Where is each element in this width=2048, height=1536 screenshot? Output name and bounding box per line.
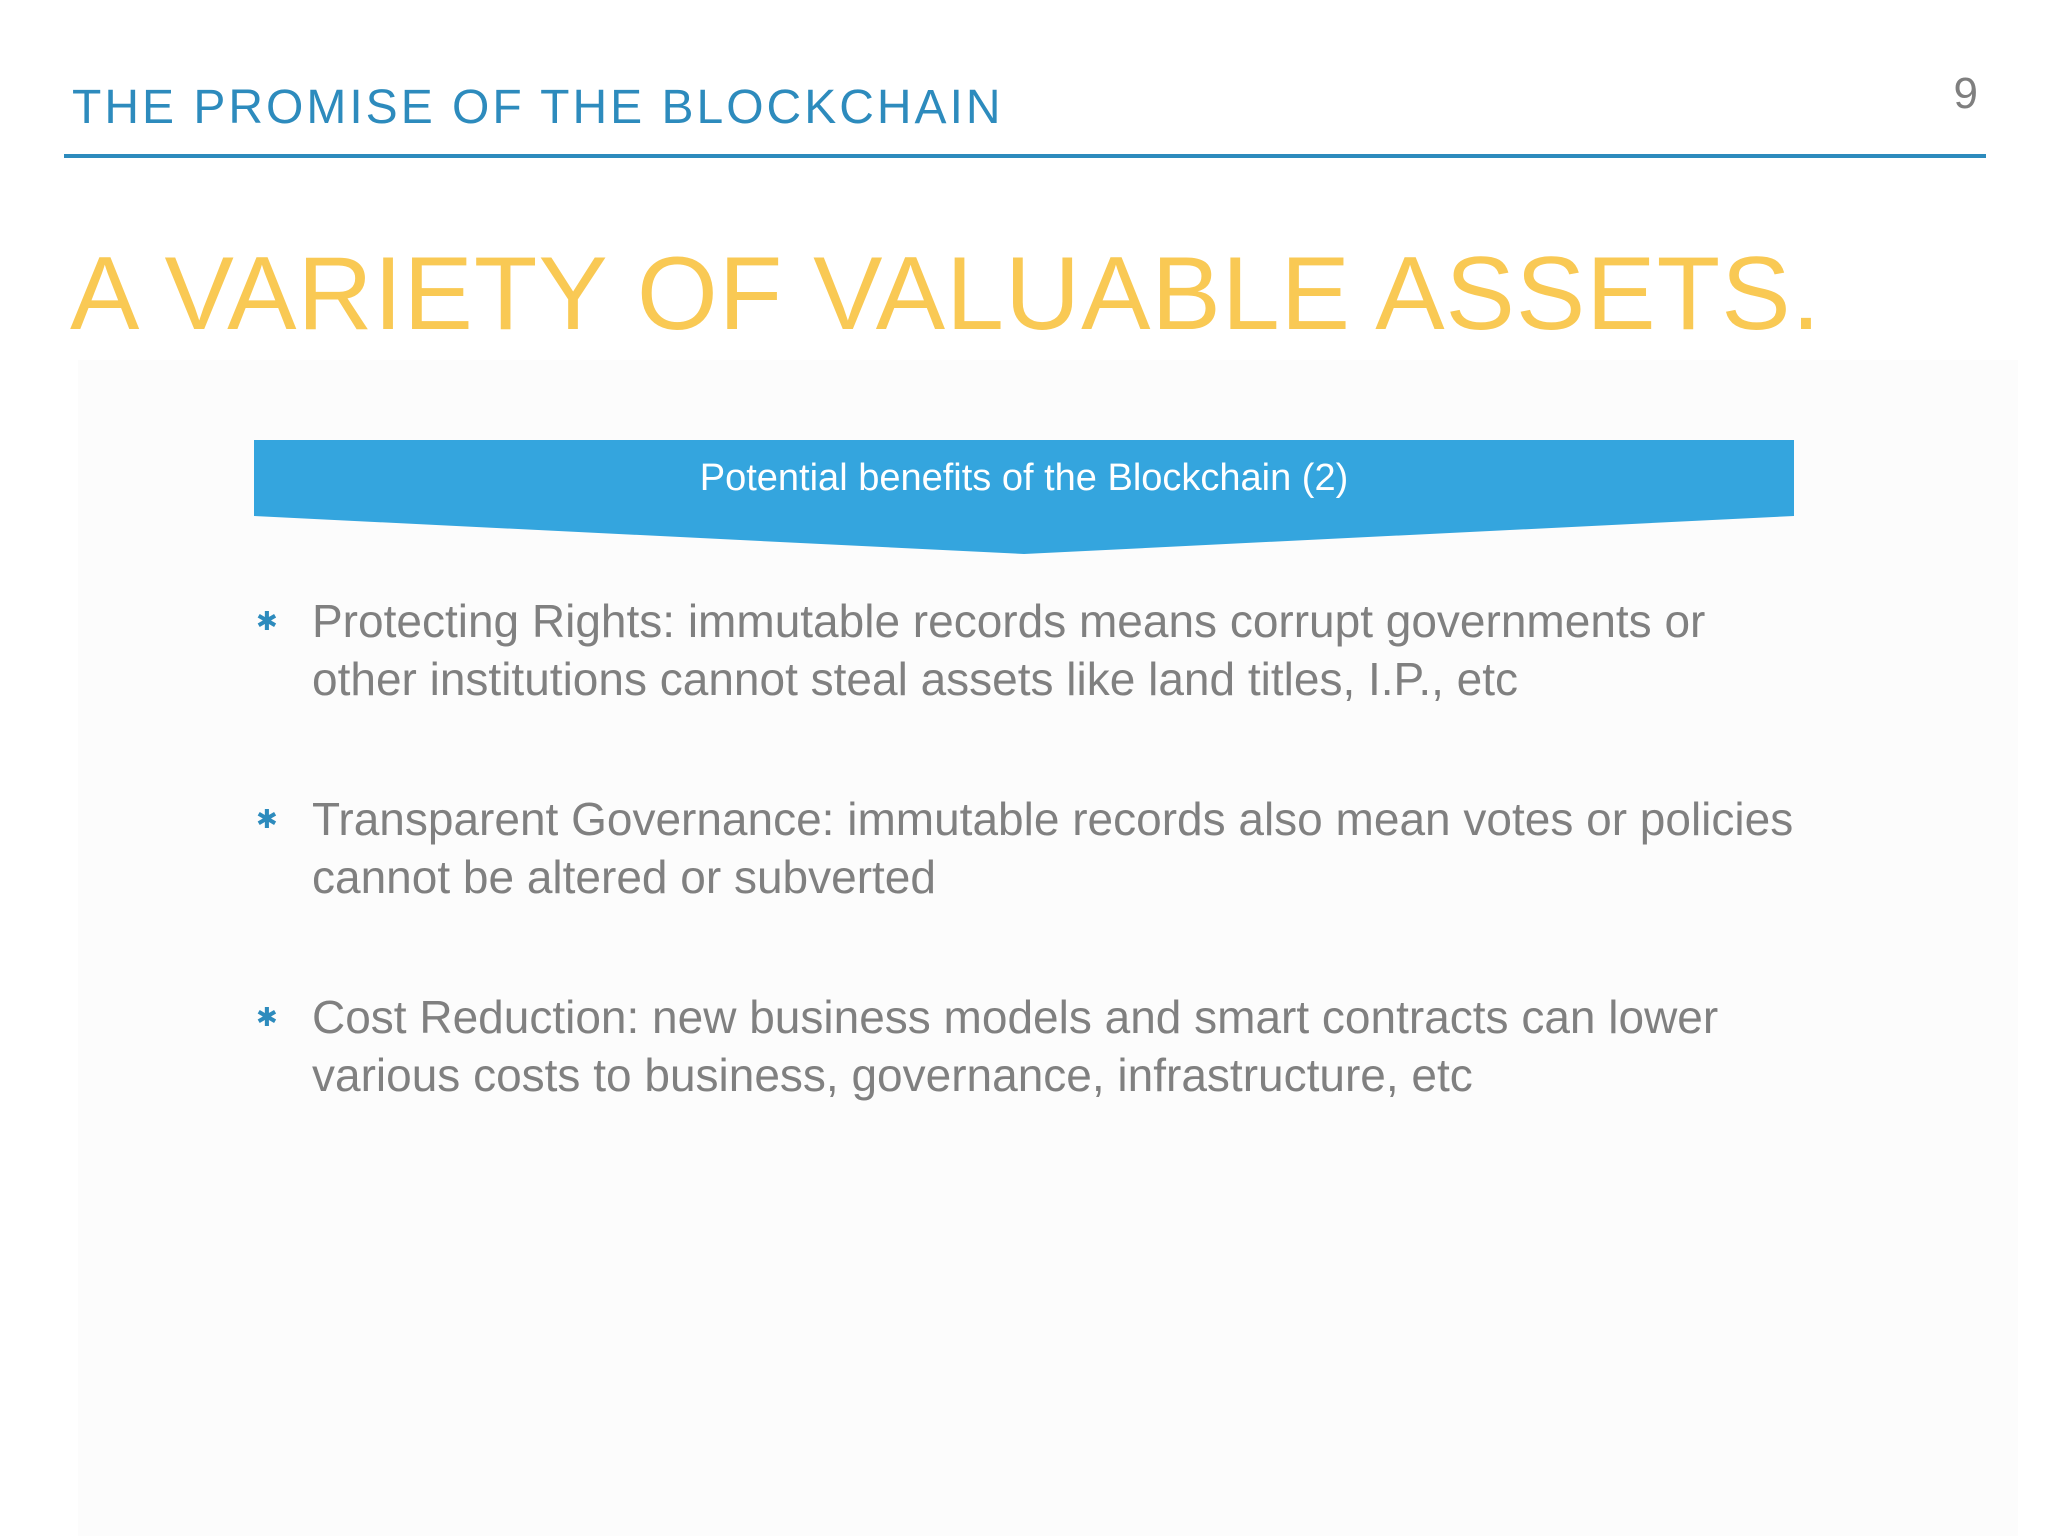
page-number: 9 [1953, 69, 1978, 118]
list-item [256, 592, 1816, 708]
list-item-text: Cost Reduction: new business models and smart contracts can lower various costs to business, governance, infrastructure, etc [312, 991, 1719, 1101]
banner-label: Potential benefits of the Blockchain (2) [699, 457, 1349, 499]
list-item-text: Protecting Rights: immutable records means corrupt governments or other institutions cannot steal assets like land titles, I.P., etc [312, 595, 1706, 705]
header-divider [64, 154, 1986, 158]
slide-title: A VARIETY OF VALUABLE ASSETS. [70, 236, 1822, 352]
list-item [256, 988, 1816, 1104]
asterisk-bullet-icon: ✱ [256, 804, 278, 834]
benefits-banner [254, 440, 1794, 554]
list-item [256, 790, 1816, 906]
asterisk-bullet-icon: ✱ [256, 1002, 278, 1032]
benefits-list [256, 592, 1816, 1186]
section-title: THE PROMISE OF THE BLOCKCHAIN [72, 81, 1004, 134]
list-item-text: Transparent Governance: immutable records also mean votes or policies cannot be altered or subverted [312, 793, 1794, 903]
asterisk-bullet-icon: ✱ [256, 606, 278, 636]
